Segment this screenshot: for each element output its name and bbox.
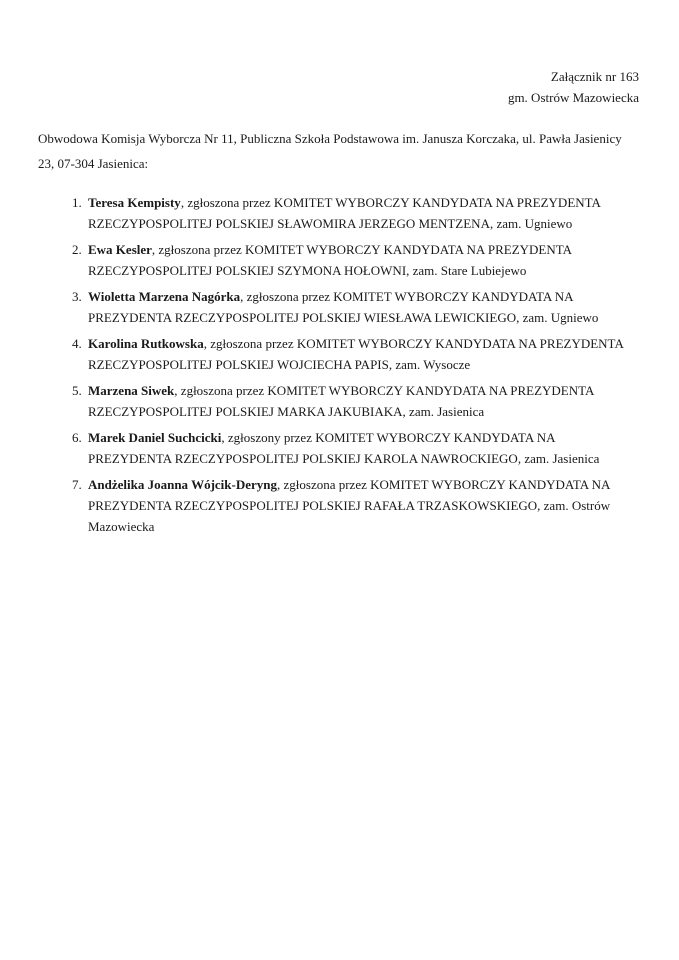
member-name: Marzena Siwek [88, 383, 175, 398]
member-name: Karolina Rutkowska [88, 336, 204, 351]
member-details: , zgłoszony przez KOMITET WYBORCZY KANDYDATA NA PREZYDENTA RZECZYPOSPOLITEJ POLSKIEJ KAROLA NAWROCKIEGO, zam. Jasienica [88, 430, 600, 466]
member-details: , zgłoszona przez KOMITET WYBORCZY KANDYDATA NA PREZYDENTA RZECZYPOSPOLITEJ POLSKIEJ SZYMONA HOŁOWNI, zam. Stare Lubiejewo [88, 242, 572, 278]
commission-intro: Obwodowa Komisja Wyborcza Nr 11, Publiczna Szkoła Podstawowa im. Janusza Korczaka, ul. Pawła Jasienicy 23, 07-304 Jasienica: [38, 131, 622, 171]
member-details: , zgłoszona przez KOMITET WYBORCZY KANDYDATA NA PREZYDENTA RZECZYPOSPOLITEJ POLSKIEJ RAFAŁA TRZASKOWSKIEGO, zam. Ostrów Mazowiecka [88, 477, 611, 534]
member-details: , zgłoszona przez KOMITET WYBORCZY KANDYDATA NA PREZYDENTA RZECZYPOSPOLITEJ POLSKIEJ SŁAWOMIRA JERZEGO MENTZENA, zam. Ugniewo [88, 195, 601, 231]
municipality-line: gm. Ostrów Mazowiecka [507, 90, 639, 105]
member-name: Andżelika Joanna Wójcik-Deryng [88, 477, 277, 492]
member-list [38, 192, 639, 537]
member-name: Marek Daniel Suchcicki [88, 430, 222, 445]
member-list-item [85, 192, 639, 234]
member-list-item [85, 239, 639, 281]
member-details: , zgłoszona przez KOMITET WYBORCZY KANDYDATA NA PREZYDENTA RZECZYPOSPOLITEJ POLSKIEJ MARKA JAKUBIAKA, zam. Jasienica [88, 383, 594, 419]
member-list-item [85, 427, 639, 469]
member-list-item [85, 380, 639, 422]
member-list-item [85, 474, 639, 537]
member-list-item [85, 286, 639, 328]
document-header [38, 66, 639, 108]
member-details: , zgłoszona przez KOMITET WYBORCZY KANDYDATA NA PREZYDENTA RZECZYPOSPOLITEJ POLSKIEJ WOJCIECHA PAPIS, zam. Wysocze [88, 336, 624, 372]
member-name: Teresa Kempisty [88, 195, 181, 210]
member-list-item [85, 333, 639, 375]
member-name: Ewa Kesler [88, 242, 152, 257]
attachment-number: Załącznik nr 163 [550, 69, 639, 84]
member-name: Wioletta Marzena Nagórka [88, 289, 241, 304]
member-details: , zgłoszona przez KOMITET WYBORCZY KANDYDATA NA PREZYDENTA RZECZYPOSPOLITEJ POLSKIEJ WIESŁAWA LEWICKIEGO, zam. Ugniewo [88, 289, 599, 325]
